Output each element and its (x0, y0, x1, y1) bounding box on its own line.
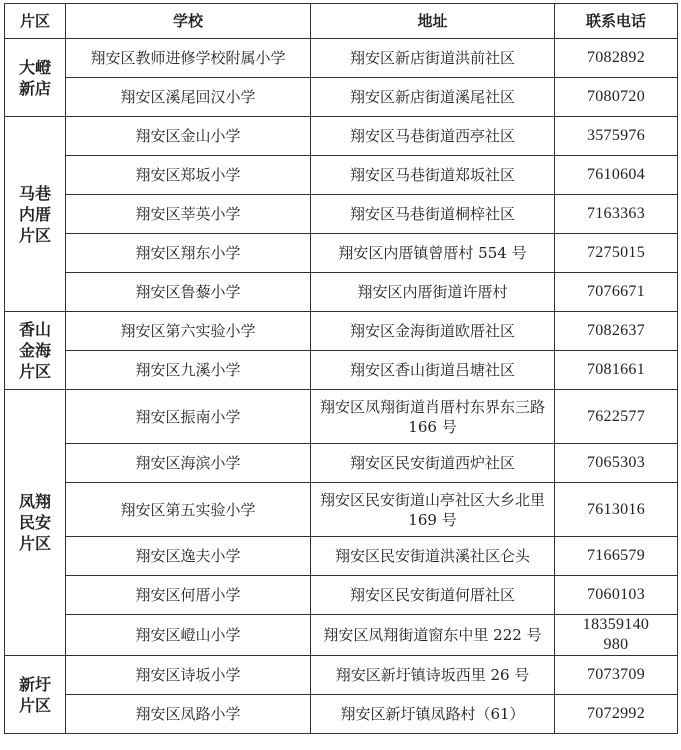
address-cell: 翔安区民安街道西炉社区 (311, 444, 555, 483)
school-cell: 翔安区九溪小学 (66, 351, 311, 390)
phone-cell: 7166579 (555, 537, 678, 576)
table-row (5, 615, 678, 656)
school-cell: 翔安区金山小学 (66, 117, 311, 156)
table-row (5, 234, 678, 273)
phone-cell: 7163363 (555, 195, 678, 234)
school-cell: 翔安区振南小学 (66, 390, 311, 444)
school-cell: 翔安区莘英小学 (66, 195, 311, 234)
address-cell: 翔安区新圩镇凤路村（61） (311, 695, 555, 734)
phone-cell: 3575976 (555, 117, 678, 156)
table-row (5, 695, 678, 734)
address-cell: 翔安区马巷街道郑坂社区 (311, 156, 555, 195)
school-cell: 翔安区凤路小学 (66, 695, 311, 734)
address-cell: 翔安区新圩镇诗坂西里 26 号 (311, 656, 555, 695)
header-address: 地址 (311, 4, 555, 39)
area-cell: 新圩 片区 (5, 656, 66, 734)
phone-cell: 7613016 (555, 483, 678, 537)
school-cell: 翔安区第六实验小学 (66, 312, 311, 351)
phone-cell: 7082637 (555, 312, 678, 351)
address-cell: 翔安区香山街道吕塘社区 (311, 351, 555, 390)
address-cell: 翔安区凤翔街道窗东中里 222 号 (311, 615, 555, 656)
school-cell: 翔安区诗坂小学 (66, 656, 311, 695)
table-row (5, 117, 678, 156)
table-row (5, 444, 678, 483)
table-row (5, 39, 678, 78)
phone-cell: 7610604 (555, 156, 678, 195)
table-row (5, 273, 678, 312)
phone-cell: 7082892 (555, 39, 678, 78)
address-cell: 翔安区马巷街道西亭社区 (311, 117, 555, 156)
address-cell: 翔安区民安街道何厝社区 (311, 576, 555, 615)
phone-cell: 7060103 (555, 576, 678, 615)
school-cell: 翔安区逸夫小学 (66, 537, 311, 576)
school-cell: 翔安区翔东小学 (66, 234, 311, 273)
table-row (5, 537, 678, 576)
school-cell: 翔安区嶝山小学 (66, 615, 311, 656)
area-cell: 香山 金海 片区 (5, 312, 66, 390)
school-cell: 翔安区溪尾回汉小学 (66, 78, 311, 117)
table-body (5, 39, 678, 734)
address-cell: 翔安区民安街道洪溪社区仑头 (311, 537, 555, 576)
phone-cell: 7065303 (555, 444, 678, 483)
phone-cell: 18359140 980 (555, 615, 678, 656)
table-row (5, 576, 678, 615)
table-row (5, 312, 678, 351)
address-cell: 翔安区民安街道山亭社区大乡北里 169 号 (311, 483, 555, 537)
table-row (5, 656, 678, 695)
area-cell: 大嶝 新店 (5, 39, 66, 117)
table-row (5, 390, 678, 444)
area-cell: 马巷 内厝 片区 (5, 117, 66, 312)
address-cell: 翔安区凤翔街道肖厝村东界东三路 166 号 (311, 390, 555, 444)
header-row (5, 4, 678, 39)
address-cell: 翔安区马巷街道桐梓社区 (311, 195, 555, 234)
address-cell: 翔安区新店街道溪尾社区 (311, 78, 555, 117)
phone-cell: 7080720 (555, 78, 678, 117)
header-school: 学校 (66, 4, 311, 39)
phone-cell: 7072992 (555, 695, 678, 734)
school-cell: 翔安区鲁藜小学 (66, 273, 311, 312)
phone-cell: 7275015 (555, 234, 678, 273)
area-cell: 凤翔 民安 片区 (5, 390, 66, 656)
school-table (4, 3, 678, 734)
address-cell: 翔安区内厝镇曾厝村 554 号 (311, 234, 555, 273)
phone-cell: 7622577 (555, 390, 678, 444)
address-cell: 翔安区内厝街道许厝村 (311, 273, 555, 312)
table-row (5, 483, 678, 537)
address-cell: 翔安区金海街道欧厝社区 (311, 312, 555, 351)
school-cell: 翔安区郑坂小学 (66, 156, 311, 195)
address-cell: 翔安区新店街道洪前社区 (311, 39, 555, 78)
table-row (5, 156, 678, 195)
school-cell: 翔安区海滨小学 (66, 444, 311, 483)
phone-cell: 7076671 (555, 273, 678, 312)
school-cell: 翔安区第五实验小学 (66, 483, 311, 537)
header-area: 片区 (5, 4, 66, 39)
school-cell: 翔安区何厝小学 (66, 576, 311, 615)
table-row (5, 351, 678, 390)
phone-cell: 7073709 (555, 656, 678, 695)
table-row (5, 78, 678, 117)
phone-cell: 7081661 (555, 351, 678, 390)
header-phone: 联系电话 (555, 4, 678, 39)
table-row (5, 195, 678, 234)
school-cell: 翔安区教师进修学校附属小学 (66, 39, 311, 78)
